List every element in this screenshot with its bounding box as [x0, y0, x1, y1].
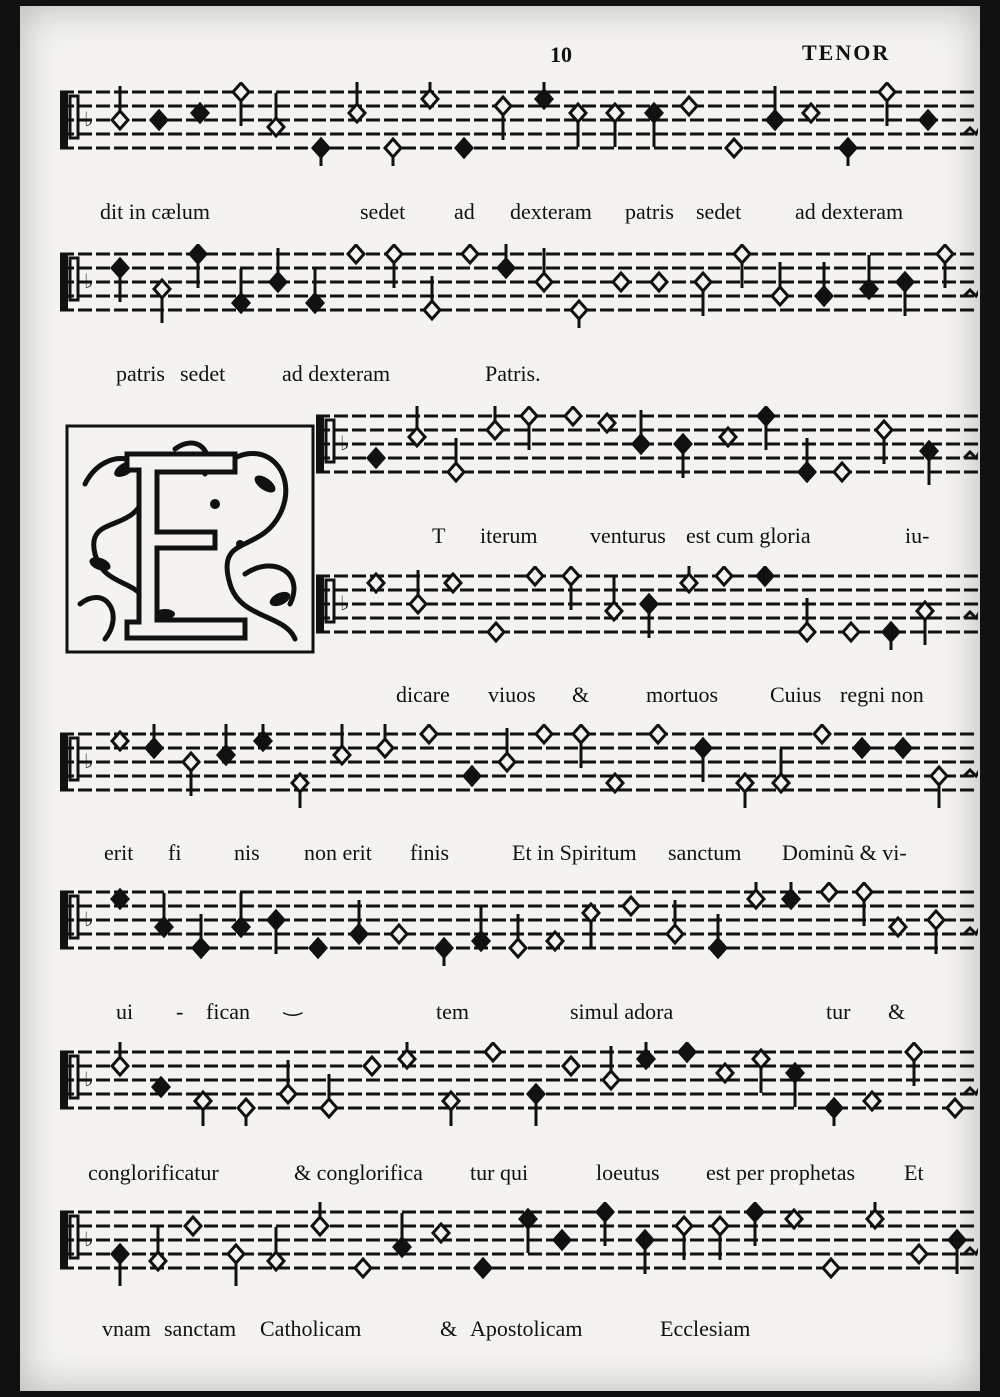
- page-number: 10: [550, 42, 572, 67]
- lyric: est cum gloria: [686, 523, 811, 548]
- lyric: patris: [625, 199, 674, 224]
- lyric: simul adora: [570, 999, 674, 1024]
- lyric: viuos: [488, 682, 536, 707]
- lyric: &: [572, 682, 590, 707]
- lyric: iterum: [480, 523, 538, 548]
- lyric: finis: [410, 840, 450, 865]
- lyric: Cuius: [770, 682, 822, 707]
- lyric: regni non: [840, 682, 924, 707]
- lyric: Et: [904, 1160, 924, 1185]
- lyric: Catholicam: [260, 1316, 362, 1341]
- lyric: &: [440, 1316, 458, 1341]
- lyric: ad: [454, 199, 475, 224]
- lyric: loeutus: [596, 1160, 660, 1185]
- staff-7: [60, 1042, 978, 1126]
- lyric: sedet: [180, 361, 226, 386]
- lyric: Apostolicam: [470, 1316, 583, 1341]
- lyric: tur qui: [470, 1160, 529, 1185]
- lyric: fi: [168, 840, 182, 865]
- lyric: &: [888, 999, 906, 1024]
- lyric: T: [432, 523, 446, 548]
- lyric: Ecclesiam: [660, 1316, 751, 1341]
- lyric: sedet: [360, 199, 406, 224]
- staff-4: [316, 566, 978, 650]
- svg-text:♭: ♭: [84, 1067, 94, 1091]
- staff-1: [60, 82, 978, 166]
- svg-text:♭: ♭: [84, 907, 94, 931]
- lyric: mortuos: [646, 682, 719, 707]
- svg-text:♭: ♭: [340, 431, 350, 455]
- lyric: ad dexteram: [282, 361, 391, 386]
- lyric: ui: [116, 999, 134, 1024]
- slur-mark: ‿: [284, 991, 302, 1016]
- staff-5: [60, 724, 978, 808]
- lyric: tem: [436, 999, 469, 1024]
- lyric: conglorificatur: [88, 1160, 219, 1185]
- lyric: erit: [104, 840, 134, 865]
- lyric: non erit: [304, 840, 372, 865]
- lyric: vnam: [102, 1316, 151, 1341]
- page-header: [20, 36, 980, 76]
- svg-text:♭: ♭: [84, 1227, 94, 1251]
- score-page: [20, 6, 980, 1391]
- lyric: dit in cælum: [100, 199, 210, 224]
- lyric: -: [176, 999, 184, 1024]
- staff-6: [60, 882, 978, 966]
- decorated-initial-e: [65, 424, 315, 654]
- staff-3: [316, 406, 978, 490]
- lyric: Patris.: [485, 361, 541, 386]
- lyric: & conglorifica: [294, 1160, 423, 1185]
- lyric: Dominũ & vi-: [782, 840, 907, 865]
- lyric: fican: [206, 999, 250, 1024]
- lyric: dexteram: [510, 199, 592, 224]
- svg-text:♭: ♭: [84, 269, 94, 293]
- voice-label: TENOR: [802, 40, 891, 65]
- lyric: iu-: [905, 523, 930, 548]
- staff-8: [60, 1202, 978, 1286]
- lyric: dicare: [396, 682, 450, 707]
- lyric: sanctam: [164, 1316, 237, 1341]
- lyric: sanctum: [668, 840, 742, 865]
- lyric: venturus: [590, 523, 666, 548]
- lyric: est per prophetas: [706, 1160, 856, 1185]
- svg-text:♭: ♭: [84, 749, 94, 773]
- lyric: sedet: [696, 199, 742, 224]
- svg-text:♭: ♭: [340, 591, 350, 615]
- lyric: ad dexteram: [795, 199, 904, 224]
- svg-text:♭: ♭: [84, 107, 94, 131]
- lyric: tur: [826, 999, 851, 1024]
- staff-2: [60, 244, 978, 328]
- lyric: nis: [234, 840, 260, 865]
- lyric: Et in Spiritum: [512, 840, 637, 865]
- lyric: patris: [116, 361, 165, 386]
